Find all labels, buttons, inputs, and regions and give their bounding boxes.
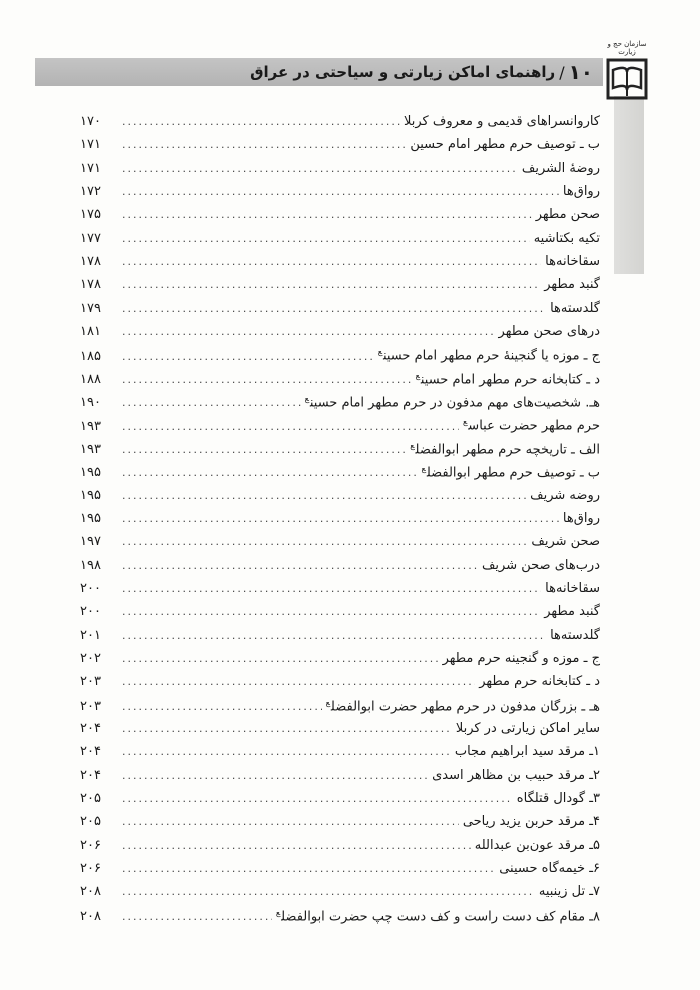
toc-entry[interactable]: [80, 604, 600, 627]
toc-entry-title: [499, 861, 600, 876]
toc-entry-page: ۱۸۸: [80, 372, 101, 388]
toc-entry-title: [544, 604, 600, 619]
toc-entry-page: ۲۰۴: [80, 744, 101, 760]
toc-entry-text: ۱ـ مرقد سید ابراهیم مجاب: [454, 744, 600, 760]
toc-entry[interactable]: [80, 791, 600, 814]
toc-entry-page: ۱۹۵: [80, 465, 101, 481]
dot-leader: [122, 208, 532, 221]
toc-entry-page: ۱۹۸: [80, 557, 101, 573]
toc-entry-title: [536, 207, 600, 222]
toc-entry[interactable]: [80, 254, 600, 277]
toc-entry[interactable]: [80, 441, 600, 464]
toc-entry-text: درب‌های صحن شریف: [481, 557, 600, 573]
toc-entry-title: [276, 908, 600, 924]
toc-entry-text: حرم مطهر حضرت عباس: [468, 418, 600, 434]
toc-entry-text: ج ـ موزه و گنجینه حرم مطهر: [442, 650, 600, 666]
toc-entry-title: [410, 441, 600, 457]
toc-entry[interactable]: [80, 371, 600, 394]
toc-entry[interactable]: [80, 161, 600, 184]
toc-entry[interactable]: [80, 534, 600, 557]
toc-entry-title: [482, 558, 600, 573]
dot-leader: [122, 700, 322, 713]
toc-entry-text: روضه شریف: [530, 487, 600, 503]
dot-leader: [122, 745, 451, 758]
toc-entry[interactable]: [80, 207, 600, 230]
honorific-mark: ع: [463, 417, 468, 427]
toc-entry-page: ۱۷۷: [80, 230, 101, 246]
honorific-mark: ع: [377, 347, 382, 357]
toc-entry[interactable]: [80, 394, 600, 417]
honorific-mark: ع: [421, 464, 426, 474]
toc-entry-page: ۱۸۱: [80, 324, 101, 340]
toc-entry-page: ۲۰۲: [80, 650, 101, 666]
toc-entry-page: ۱۷۰: [80, 114, 101, 129]
toc-entry-text: هـ ـ بزرگان مدفون در حرم مطهر حضرت ابوالفضل: [330, 698, 600, 714]
toc-entry-page: ۱۷۵: [80, 207, 101, 223]
toc-entry-page: ۲۰۵: [80, 814, 101, 830]
dot-leader: [122, 792, 513, 805]
toc-entry-page: ۱۷۸: [80, 277, 101, 293]
dot-leader: [122, 302, 546, 315]
toc-entry-title: [545, 254, 600, 269]
page-number: ۱۰: [568, 60, 593, 84]
dot-leader: [122, 605, 540, 618]
toc-entry-text: ب ـ توصیف حرم مطهر ابوالفضل: [426, 465, 600, 481]
toc-entry-page: ۱۹۵: [80, 487, 101, 503]
toc-entry[interactable]: [80, 488, 600, 511]
dot-leader: [122, 396, 301, 409]
toc-entry-title: [517, 791, 600, 806]
toc-entry-title: [463, 814, 600, 829]
toc-entry-title: [404, 114, 600, 129]
toc-entry[interactable]: [80, 511, 600, 534]
toc-entry-title: [522, 161, 600, 176]
dot-leader: [122, 675, 475, 688]
toc-entry-page: ۲۰۴: [80, 720, 101, 736]
honorific-mark: ع: [275, 907, 281, 917]
publisher-logo: [604, 40, 650, 96]
toc-entry-text: گلدسته‌ها: [550, 627, 600, 643]
dot-leader: [122, 162, 518, 175]
toc-entry-page: ۱۹۰: [80, 395, 101, 411]
toc-entry[interactable]: [80, 814, 600, 837]
dot-leader: [122, 278, 540, 291]
toc-entry[interactable]: [80, 744, 600, 767]
dot-leader: [122, 489, 526, 502]
toc-entry[interactable]: [80, 464, 600, 487]
toc-entry[interactable]: [80, 861, 600, 884]
toc-entry-page: ۲۰۵: [80, 790, 101, 806]
toc-entry[interactable]: [80, 674, 600, 697]
dot-leader: [122, 559, 478, 572]
toc-entry-text: ۵ـ مرقد عون‌بن عبدالله: [474, 837, 600, 853]
toc-entry[interactable]: [80, 417, 600, 440]
toc-entry[interactable]: [80, 884, 600, 907]
dot-leader: [122, 420, 459, 433]
honorific-mark: ع: [415, 370, 420, 380]
toc-entry-title: [416, 371, 600, 387]
toc-entry[interactable]: [80, 838, 600, 861]
table-of-contents: [80, 114, 600, 931]
toc-entry-text: کاروانسراهای قدیمی و معروف کربلا: [403, 114, 600, 129]
toc-entry-page: ۱۹۷: [80, 534, 101, 550]
toc-entry-text: گنبد مطهر: [544, 277, 600, 293]
dot-leader: [122, 652, 439, 665]
toc-entry-page: ۱۷۲: [80, 184, 101, 200]
dot-leader: [122, 373, 412, 386]
toc-entry-title: [544, 277, 600, 292]
toc-entry-text: ۳ـ گودال قتلگاه: [516, 790, 600, 806]
toc-entry-page: ۱۸۵: [80, 348, 101, 364]
dot-leader: [122, 910, 272, 923]
toc-entry-page: ۲۰۳: [80, 698, 101, 714]
dot-leader: [122, 232, 530, 245]
toc-entry[interactable]: [80, 114, 600, 137]
toc-entry-text: تکیه بکتاشیه: [533, 230, 600, 246]
toc-entry-page: ۲۰۳: [80, 674, 101, 690]
thumb-index-tab: [614, 96, 644, 274]
toc-entry-text: سقاخانه‌ها: [545, 254, 600, 270]
toc-entry[interactable]: [80, 628, 600, 651]
toc-entry-page: ۱۷۹: [80, 300, 101, 316]
toc-entry-text: د ـ کتابخانه حرم مطهر: [479, 674, 600, 690]
toc-entry-page: ۲۰۸: [80, 884, 101, 900]
toc-entry-text: رواق‌ها: [562, 510, 600, 526]
toc-entry-title: [456, 721, 600, 736]
toc-entry-text: ۸ـ مقام کف دست راست و کف دست چپ حضرت ابوالفضل: [281, 909, 600, 925]
dot-leader: [122, 722, 452, 735]
toc-entry[interactable]: [80, 581, 600, 604]
toc-entry[interactable]: [80, 301, 600, 324]
dot-leader: [122, 512, 559, 525]
dot-leader: [122, 839, 471, 852]
toc-entry-title: [422, 464, 600, 480]
toc-entry-text: سایر اماکن زیارتی در کربلا: [455, 720, 600, 736]
toc-entry-page: ۲۰۶: [80, 861, 101, 876]
toc-entry-title: [463, 417, 600, 433]
dot-leader: [122, 443, 406, 456]
toc-entry-title: [305, 394, 600, 410]
toc-entry-page: ۱۹۳: [80, 442, 101, 458]
logo-caption: سازمان حج و زیارت: [607, 40, 647, 56]
toc-entry-title: [443, 651, 600, 666]
dot-leader: [122, 815, 459, 828]
toc-entry-text: ۴ـ مرقد حربن یزید ریاحی: [462, 814, 600, 830]
toc-entry-page: ۲۰۱: [80, 627, 101, 643]
toc-entry[interactable]: [80, 698, 600, 721]
toc-entry-text: گلدسته‌ها: [550, 300, 600, 316]
toc-entry-title: [539, 884, 600, 899]
dot-leader: [122, 535, 527, 548]
toc-entry[interactable]: [80, 908, 600, 931]
toc-entry-title: [545, 581, 600, 596]
toc-entry-title: [455, 744, 600, 759]
toc-entry-page: ۲۰۸: [80, 909, 101, 925]
toc-entry-text: صحن مطهر: [535, 207, 600, 223]
toc-entry-title: [550, 628, 600, 643]
dot-leader: [122, 185, 559, 198]
toc-entry-page: ۱۷۸: [80, 254, 101, 270]
honorific-mark: ع: [325, 697, 330, 707]
toc-entry[interactable]: [80, 324, 600, 347]
book-logo-icon: [604, 56, 650, 102]
toc-entry-text: د ـ کتابخانه حرم مطهر امام حسین: [420, 372, 600, 388]
toc-entry[interactable]: [80, 277, 600, 300]
toc-entry-page: ۱۷۱: [80, 137, 101, 153]
toc-entry-title: [326, 698, 600, 714]
toc-entry[interactable]: [80, 347, 600, 370]
dot-leader: [122, 350, 374, 363]
toc-entry-page: ۱۹۵: [80, 510, 101, 526]
toc-entry-title: [499, 324, 600, 339]
dot-leader: [122, 138, 406, 151]
toc-entry-text: صحن شریف: [531, 534, 600, 550]
toc-entry-title: [479, 674, 600, 689]
toc-entry-text: روضهٔ الشریف: [521, 160, 600, 176]
toc-entry-page: ۲۰۰: [80, 580, 101, 596]
toc-entry-text: رواق‌ها: [562, 184, 600, 200]
toc-entry-title: [563, 511, 600, 526]
toc-entry[interactable]: [80, 651, 600, 674]
honorific-mark: ع: [410, 440, 415, 450]
toc-entry-text: ب ـ توصیف حرم مطهر امام حسین: [410, 137, 600, 153]
toc-entry-text: ۲ـ مرقد حبیب بن مظاهر اسدی: [432, 767, 600, 783]
toc-entry-page: ۱۷۱: [80, 160, 101, 176]
toc-entry-title: [534, 231, 600, 246]
toc-entry[interactable]: [80, 558, 600, 581]
toc-entry-title: [432, 768, 600, 783]
toc-entry-title: [531, 534, 600, 549]
dot-leader: [122, 862, 495, 875]
toc-entry-page: ۲۰۰: [80, 604, 101, 620]
toc-entry-page: ۲۰۴: [80, 767, 101, 783]
toc-entry-text: ج ـ موزه یا گنجینهٔ حرم مطهر امام حسین: [382, 348, 600, 364]
toc-entry[interactable]: [80, 137, 600, 160]
toc-entry-text: درهای صحن مطهر: [498, 324, 600, 340]
toc-entry-text: هـ. شخصیت‌های مهم مدفون در حرم مطهر امام حسین: [309, 395, 600, 411]
toc-entry-title: [530, 488, 600, 503]
toc-entry[interactable]: [80, 768, 600, 791]
toc-entry-page: ۲۰۶: [80, 837, 101, 853]
dot-leader: [122, 325, 495, 338]
book-title: راهنمای اماکن زیارتی و سیاحتی در عراق: [250, 63, 556, 81]
dot-leader: [122, 466, 418, 479]
running-header: [35, 58, 603, 86]
dot-leader: [122, 115, 400, 128]
toc-entry[interactable]: [80, 721, 600, 744]
toc-entry[interactable]: [80, 231, 600, 254]
toc-entry-text: سقاخانه‌ها: [545, 580, 600, 596]
toc-entry-title: [410, 137, 600, 152]
dot-leader: [122, 629, 546, 642]
toc-entry-title: [563, 184, 600, 199]
dot-leader: [122, 255, 541, 268]
dot-leader: [122, 582, 541, 595]
dot-leader: [122, 885, 535, 898]
toc-entry-title: [550, 301, 600, 316]
toc-entry-page: ۱۹۳: [80, 418, 101, 434]
honorific-mark: ع: [304, 394, 309, 404]
toc-entry[interactable]: [80, 184, 600, 207]
toc-entry-text: الف ـ تاریخچه حرم مطهر ابوالفضل: [415, 442, 600, 458]
header-separator: /: [559, 62, 565, 82]
toc-entry-text: ۷ـ تل زینبیه: [538, 884, 600, 900]
toc-entry-title: [378, 347, 600, 363]
toc-entry-text: ۶ـ خیمه‌گاه حسینی: [499, 861, 600, 876]
dot-leader: [122, 769, 428, 782]
toc-entry-text: گنبد مطهر: [544, 604, 600, 620]
toc-entry-title: [475, 838, 600, 853]
